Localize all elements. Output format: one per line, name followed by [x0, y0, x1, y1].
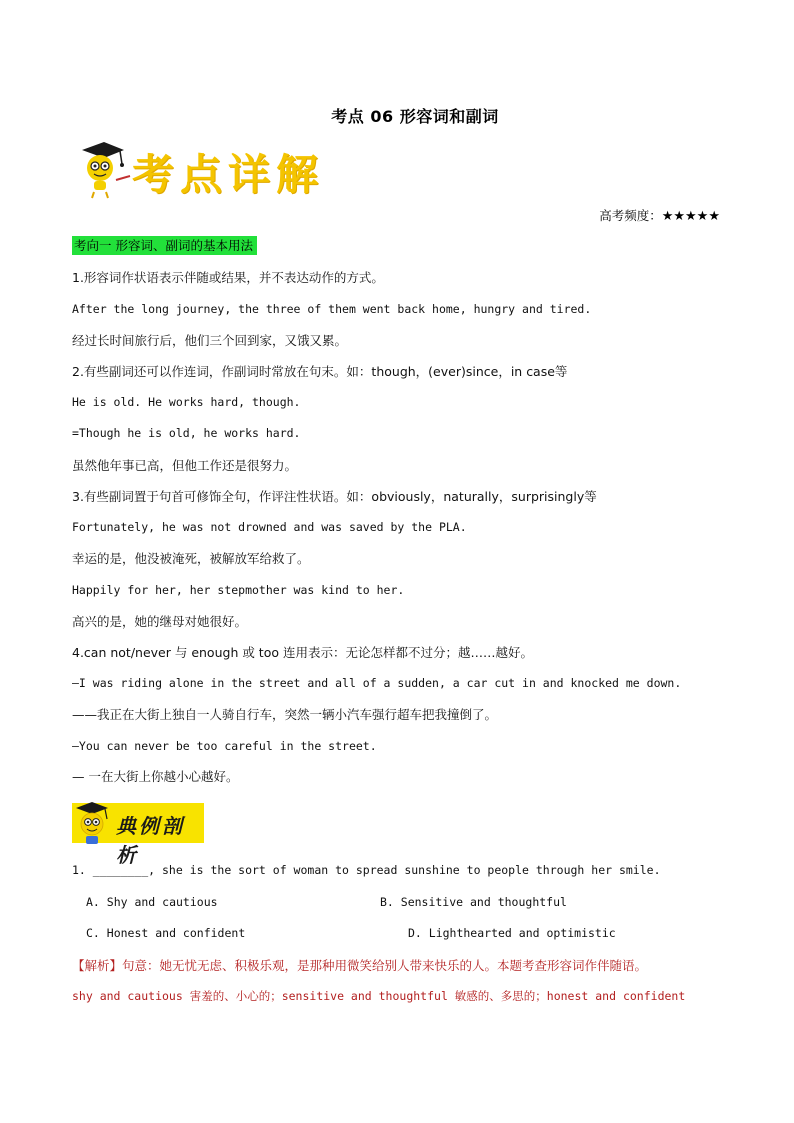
- text-line: He is old. He works hard, though.: [72, 395, 301, 409]
- text-line: —You can never be too careful in the street.: [72, 739, 377, 753]
- analysis-text: 【解析】句意：她无忧无虑、积极乐观，是那种用微笑给别人带来快乐的人。本题考查形容词作伴随语。: [72, 958, 648, 973]
- text-line: 高兴的是，她的继母对她很好。: [72, 614, 248, 629]
- text-line: =Though he is old, he works hard.: [72, 426, 301, 440]
- frequency-rating: [599, 206, 720, 224]
- analysis-text-continued: shy and cautious 害羞的、小心的；sensitive and thoughtful 敏感的、多思的；honest and confident: [72, 989, 686, 1003]
- option-c: C. Honest and confident: [86, 926, 246, 940]
- text-line: ——我正在大街上独自一人骑自行车，突然一辆小汽车强行超车把我撞倒了。: [72, 707, 498, 722]
- option-b: B. Sensitive and thoughtful: [380, 895, 567, 909]
- doctor-mascot-icon: [72, 800, 112, 846]
- text-line: After the long journey, the three of them went back home, hungry and tired.: [72, 302, 592, 316]
- section-heading: 考向一 形容词、副词的基本用法: [72, 236, 257, 255]
- text-line: 4.can not/never 与 enough 或 too 连用表示：无论怎样都不过分；越……越好。: [72, 645, 533, 660]
- question-text: 1. ________, she is the sort of woman to spread sunshine to people through her smile.: [72, 863, 661, 877]
- text-line: Happily for her, her stepmother was kind to her.: [72, 583, 405, 597]
- text-line: 经过长时间旅行后，他们三个回到家，又饿又累。: [72, 333, 348, 348]
- text-line: 虽然他年事已高，但他工作还是很努力。: [72, 458, 298, 473]
- frequency-label: 高考频度：: [599, 208, 662, 223]
- text-line: 幸运的是，他没被淹死，被解放军给救了。: [72, 551, 310, 566]
- star-rating-icon: ★★★★★: [661, 209, 720, 224]
- text-line: 3.有些副词置于句首可修饰全句，作评注性状语。如：obviously，naturally，surprisingly等: [72, 489, 597, 504]
- page-title: 考点 06 形容词和副词: [331, 107, 499, 126]
- example-badge: [72, 800, 204, 867]
- option-a: A. Shy and cautious: [86, 895, 218, 909]
- text-line: — 一在大街上你越小心越好。: [72, 769, 239, 784]
- text-line: —I was riding alone in the street and all of a sudden, a car cut in and knocked me down.: [72, 676, 682, 690]
- text-line: 2.有些副词还可以作连词，作副词时常放在句末。如：though，(ever)since，in case等: [72, 364, 568, 379]
- banner: [76, 140, 326, 200]
- banner-text: 考点详解: [132, 150, 325, 199]
- option-d: D. Lighthearted and optimistic: [408, 926, 616, 940]
- text-line: Fortunately, he was not drowned and was saved by the PLA.: [72, 520, 467, 534]
- doctor-mascot-icon: [76, 140, 132, 200]
- badge-text: 典例剖析: [116, 814, 185, 867]
- text-line: 1.形容词作状语表示伴随或结果，并不表达动作的方式。: [72, 270, 384, 285]
